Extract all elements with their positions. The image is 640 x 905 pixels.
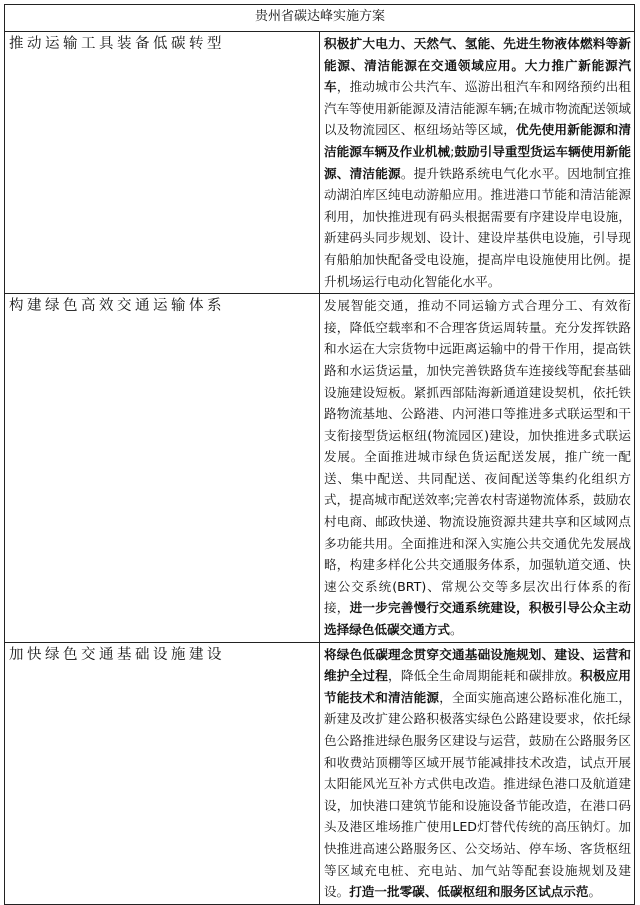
emphasis-text: 鼓励引导重型货运车辆使用新能源、清洁能源 xyxy=(324,143,632,181)
body-text: ，降低全生命周期能耗和碳排放。 xyxy=(388,668,581,684)
emphasis-text: 进一步完善慢行交通系统建设，积极引导公众主动选择绿色低碳交通方式 xyxy=(324,600,632,638)
table-title: 贵州省碳达峰实施方案 xyxy=(5,5,635,32)
body-text: ，推动城市公共汽车、巡游出租汽车和网络预约出租汽车等使用新能源及清洁能源车辆;在城市物流配送领域以及物流园区、枢纽场站等区域， xyxy=(324,79,632,138)
emphasis-text: 打造一批零碳、低碳枢纽和服务区试点示范 xyxy=(349,884,589,900)
emphasis-text: 积极扩大电力、天然气、氢能、先进生物液体燃料等新能源、清洁能源在交通领域应用。 xyxy=(324,36,631,73)
emphasis-text: 优先使用新能源和清洁能源车辆及作业机械 xyxy=(324,122,632,159)
document xyxy=(4,4,635,905)
emphasis-text: 积极应用节能技术和清洁能源 xyxy=(324,668,632,705)
row-content xyxy=(320,294,635,643)
row-label: 推动运输工具装备低碳转型 xyxy=(5,32,320,294)
body-text: ，全面实施高速公路标准化施工，新建及改扩建公路积极落实绿色公路建设要求，依托绿色公路推进绿色服务区建设与运营，鼓励在公路服务区和收费站顶棚等区域开展节能减排技术改造，试点开展太阳能风光互补方式供电改造。推进绿色港口及航道建设，加快港口建筑节能和设施设备节能改造，在港口码头及港区堆场推广使用LED灯替代传统的高压钠灯。加快推进高速公路服务区、公交场站、停车场、客货枢纽等区域充电桩、充电站、加气站等配套设施规划及建设。 xyxy=(324,689,632,900)
emphasis-text: 将绿色低碳理念贯穿交通基础设施规划、建设、运营和维护全过程 xyxy=(324,646,631,684)
body-text: 发展智能交通，推动不同运输方式合理分工、有效衔接，降低空载率和不合理客货运周转量。充分发挥铁路和水运在大宗货物中远距离运输中的骨干作用，提高铁路和水运货运量，加快完善铁路货车连接线等配套基础设施建设短板。紧抓西部陆海新通道建设契机，依托铁路物流基地、公路港、内河港口等推进多式联运型和干支衔接型货运枢纽(物流园区)建设，加快推进多式联运发展。全面推进城市绿色货运配送发展，推广统一配送、集中配送、共同配送、夜间配送等集约化组织方式，提高城市配送效率;完善农村寄递物流体系，鼓励农村电商、邮政快递、物流设施资源共建共享和区域网点多功能共用。全面推进和深入实施公共交通优先发展战略，构建多样化公共交通服务体系，加强轨道交通、快速公交系统(BRT)、常规公交等多层次出行体系的衔接， xyxy=(324,298,631,616)
table-row xyxy=(5,642,635,904)
row-content xyxy=(320,642,635,904)
emphasis-text: 大力推广新能源汽车 xyxy=(324,57,632,95)
row-label: 构建绿色高效交通运输体系 xyxy=(5,294,320,643)
plan-table xyxy=(4,4,635,905)
body-text: ; xyxy=(450,143,455,159)
body-text: 。提升铁路系统电气化水平。因地制宜推动湖泊库区纯电动游船应用。推进港口节能和清洁能源利用，加快推进现有码头根据需要有序建设岸电设施，新建码头同步规划、设计、建设岸基供电设施，引导现有船舶加快配备受电设施，提高岸电设施使用比例。提升机场运行电动化智能化水平。 xyxy=(324,165,632,289)
row-content xyxy=(320,32,635,294)
row-label: 加快绿色交通基础设施建设 xyxy=(5,642,320,904)
body-text: 。 xyxy=(449,622,463,638)
title-row xyxy=(5,5,635,32)
body-text: 。 xyxy=(588,884,602,900)
table-row xyxy=(5,294,635,643)
table-row xyxy=(5,32,635,294)
